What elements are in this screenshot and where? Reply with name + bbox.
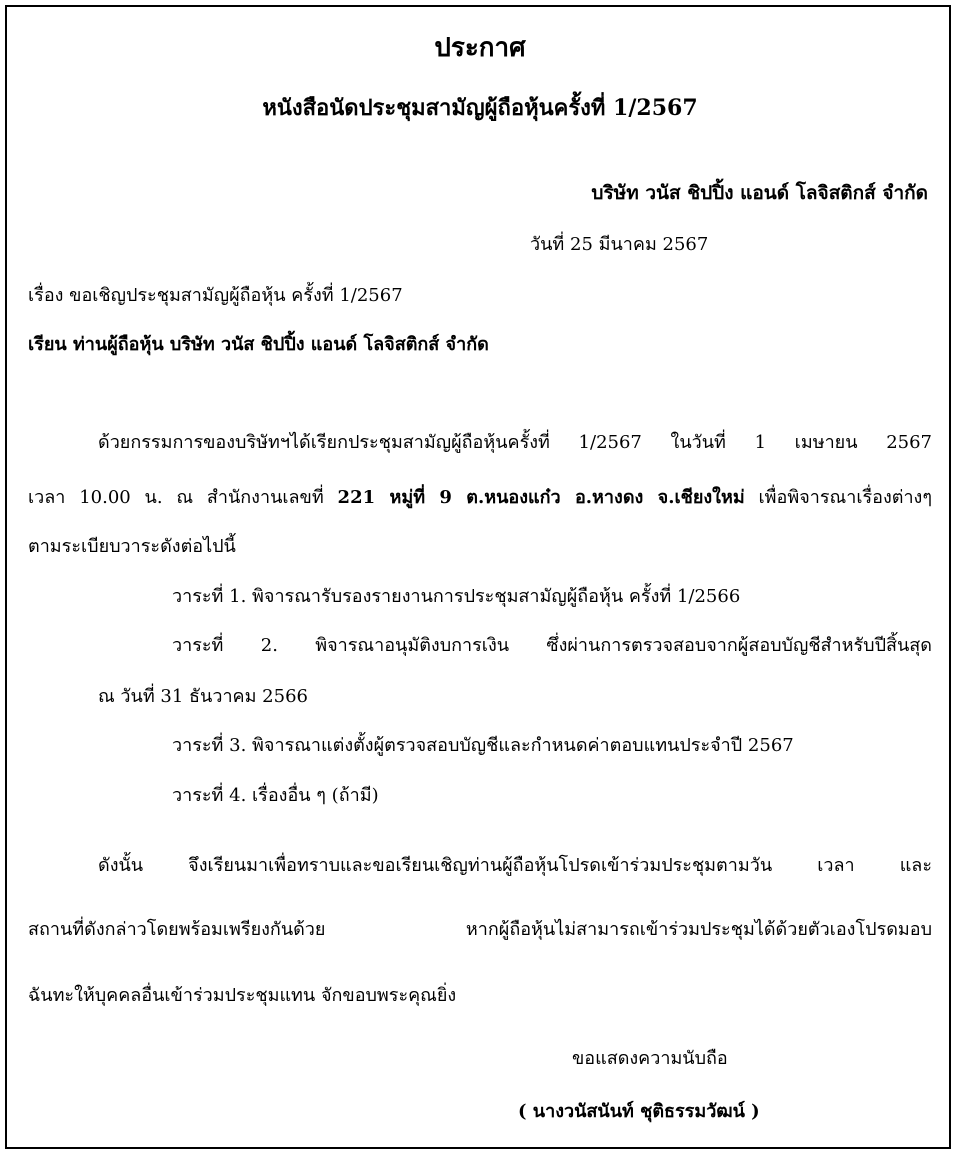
meeting-purpose: เพื่อพิจารณาเรื่องต่างๆ bbox=[744, 487, 933, 508]
meeting-address: 221 หมู่ที่ 9 ต.หนองแก๋ว อ.หางดง จ.เชียงใหม่ bbox=[337, 487, 745, 508]
addressee-prefix: เรียน ท่านผู้ถือหุ้น bbox=[28, 334, 170, 355]
agenda-item-1: วาระที่ 1. พิจารณารับรองรายงานการประชุมสามัญผู้ถือหุ้น ครั้งที่ 1/2566 bbox=[172, 586, 741, 607]
signature-name: ( นางวนัสนันท์ ชุติธรรมวัฒน์ ) bbox=[518, 1101, 760, 1122]
page-border bbox=[5, 5, 951, 1149]
closing-line-1: ดังนั้น จึงเรียนมาเพื่อทราบและขอเรียนเชิญท่านผู้ถือหุ้นโปรดเข้าร่วมประชุมตามวัน เวลา และ bbox=[98, 855, 932, 876]
subject-line: เรื่อง ขอเชิญประชุมสามัญผู้ถือหุ้น ครั้งที่ 1/2567 bbox=[28, 285, 403, 306]
date-line: วันที่ 25 มีนาคม 2567 bbox=[530, 234, 709, 255]
document-title: ประกาศ bbox=[434, 33, 526, 63]
company-header: บริษัท วนัส ชิปปิ้ง แอนด์ โลจิสติกส์ จำกัด bbox=[591, 182, 928, 204]
signature-regards: ขอแสดงความนับถือ bbox=[572, 1048, 728, 1069]
closing-line-3: ฉันทะให้บุคคลอื่นเข้าร่วมประชุมแทน จักขอบพระคุณยิ่ง bbox=[28, 985, 457, 1006]
body-paragraph-line-1: ด้วยกรรมการของบริษัทฯได้เรียกประชุมสามัญผู้ถือหุ้นครั้งที่ 1/2567 ในวันที่ 1 เมษายน 2567 bbox=[98, 432, 932, 453]
addressee-company: บริษัท วนัส ชิปปิ้ง แอนด์ โลจิสติกส์ จำกัด bbox=[169, 334, 489, 355]
document-subtitle: หนังสือนัดประชุมสามัญผู้ถือหุ้นครั้งที่ 1/2567 bbox=[262, 95, 698, 121]
body-paragraph-line-2 bbox=[28, 486, 932, 510]
agenda-item-3: วาระที่ 3. พิจารณาแต่งตั้งผู้ตรวจสอบบัญชีและกำหนดค่าตอบแทนประจำปี 2567 bbox=[172, 735, 794, 756]
addressee-line bbox=[28, 333, 489, 357]
body-paragraph-line-3: ตามระเบียบวาระดังต่อไปนี้ bbox=[28, 536, 236, 557]
agenda-item-2-continued: ณ วันที่ 31 ธันวาคม 2566 bbox=[98, 686, 308, 707]
agenda-item-2: วาระที่ 2. พิจารณาอนุมัติงบการเงิน ซึ่งผ่านการตรวจสอบจากผู้สอบบัญชีสำหรับปีสิ้นสุด bbox=[172, 635, 932, 656]
meeting-time-venue: เวลา 10.00 น. ณ สำนักงานเลขที่ bbox=[28, 487, 338, 508]
closing-line-2: สถานที่ดังกล่าวโดยพร้อมเพรียงกันด้วย หากผู้ถือหุ้นไม่สามารถเข้าร่วมประชุมได้ด้วยตัวเองโปรดมอบ bbox=[28, 919, 932, 940]
agenda-item-4: วาระที่ 4. เรื่องอื่น ๆ (ถ้ามี) bbox=[172, 785, 379, 806]
